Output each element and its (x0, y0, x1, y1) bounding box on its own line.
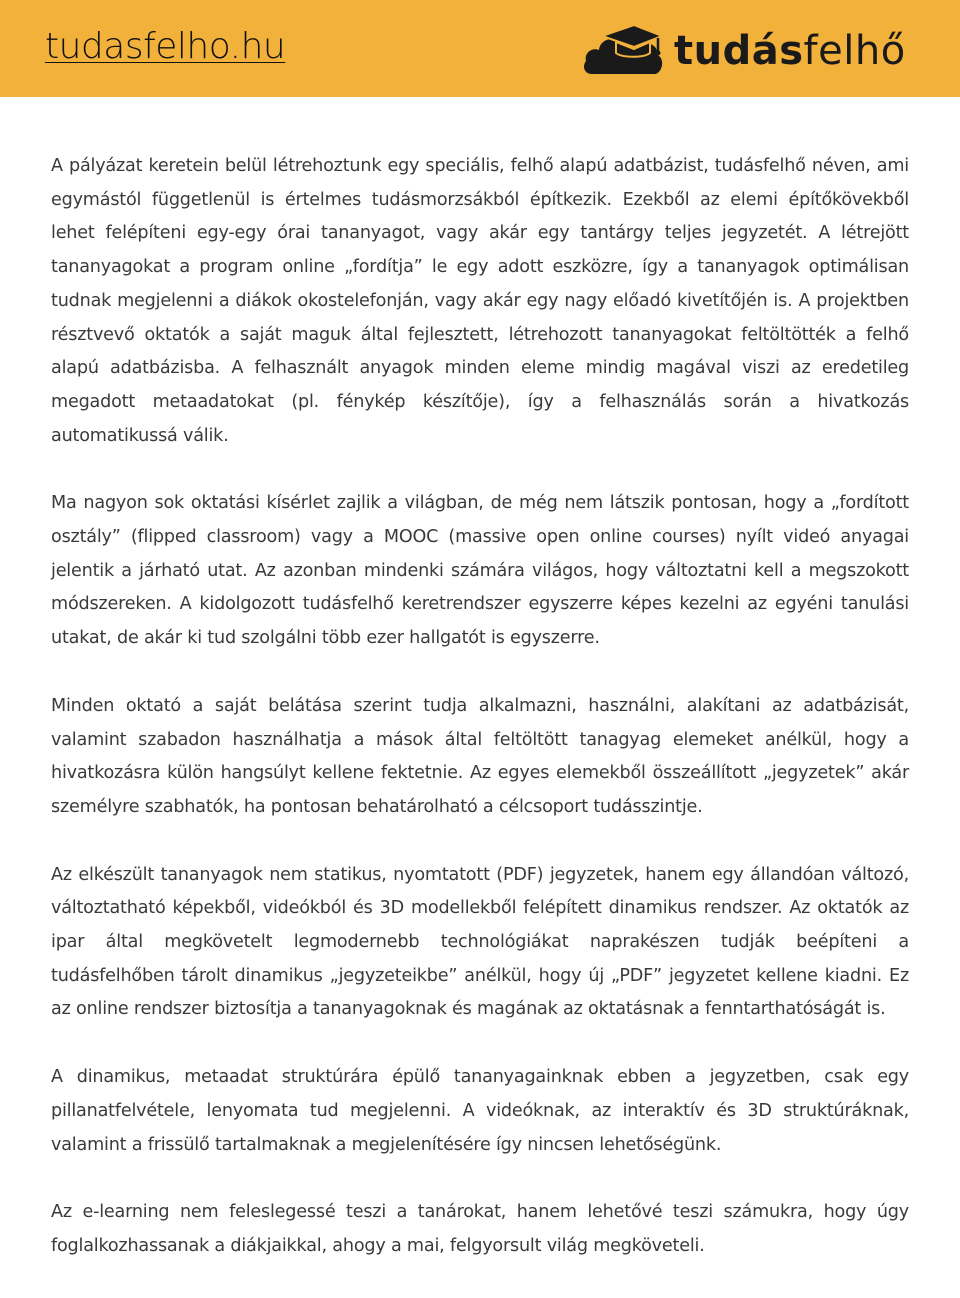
cloud-graduation-cap-icon (582, 22, 664, 80)
paragraph-flipped-classroom: Ma nagyon sok oktatási kísérlet zajlik a világban, de még nem látszik pontosan, hogy a „fordított osztály” (flipped classroom) vagy a MOOC (massive open online courses) nyílt videó anyagai jelentik a járható utat. Az azonban mindenki számára világos, hogy változtatni kell a megszokott módszereken. A kidolgozott tudásfelhő keretrendszer egyszerre képes kezelni az egyéni tanulási utakat, de akár ki tud szolgálni több ezer hallgatót is egyszerre. (51, 493, 909, 649)
document-body (51, 150, 909, 1298)
paragraph-instructor-usage: Minden oktató a saját belátása szerint tudja alkalmazni, használni, alakítani az adatbázisát, valamint szabadon használhatja a mások által feltöltött tanagyag elemeket anélkül, hogy a hivatkozásra külön hangsúlyt kellene fektetnie. Az egyes elemekből összeállított „jegyzetek” akár személyre szabhatók, ha pontosan behatárolható a célcsoport tudásszintje. (51, 695, 909, 817)
paragraph-intro: A pályázat keretein belül létrehoztunk egy speciális, felhő alapú adatbázist, tudásfelhő néven, ami egymástól függetlenül is értelmes tudásmorzsákból építkezik. Ezekből az elemi építőkövekből lehet felépíteni egy-egy órai tananyagot, vagy akár egy tantárgy teljes jegyzetét. A létrejött tananyagokat a program online „fordítja” le egy adott eszközre, így a tananyagok optimálisan tudnak megjelenni a diákok okostelefonján, vagy akár egy nagy előadó kivetítőjén is. A projektben résztvevő oktatók a saját maguk által fejlesztett, létrehozott tananyagokat feltöltötték a felhő alapú adatbázisba. A felhasznált anyagok minden eleme mindig magával viszi az eredetileg megadott metaadatokat (pl. fénykép készítője), így a felhasználás során a hivatkozás automatikussá válik. (51, 156, 909, 446)
header-bar (0, 0, 960, 97)
paragraph-elearning: Az e-learning nem feleslegessé teszi a tanárokat, hanem lehetővé teszi számukra, hogy úgy foglalkozhassanak a diákjaikkal, ahogy a mai, felgyorsult világ megköveteli. (51, 1202, 909, 1256)
site-link[interactable]: tudasfelho.hu (45, 26, 286, 67)
paragraph-dynamic-materials: Az elkészült tananyagok nem statikus, nyomtatott (PDF) jegyzetek, hanem egy állandóan változó, változtatható képekből, videókból és 3D modellekből felépített dinamikus rendszer. Az oktatók az ipar által megkövetelt legmodernebb technológiákat naprakészen tudják beépíteni a tudásfelhőben tárolt dinamikus „jegyzeteikbe” anélkül, hogy új „PDF” jegyzetet kellene kiadni. Ez az online rendszer biztosítja a tananyagoknak és magának az oktatásnak a fenntarthatóságát is. (51, 864, 909, 1020)
paragraph-metadata-structure: A dinamikus, metaadat struktúrára épülő tananyagainknak ebben a jegyzetben, csak egy pillanatfelvétele, lenyomata tud megjelenni. A videóknak, az interaktív és 3D struktúráknak, valamint a frissülő tartalmaknak a megjelenítésére így nincsen lehetőségünk. (51, 1067, 909, 1155)
logo-text-bold: tudás (674, 28, 804, 74)
logo-text-light: felhő (803, 28, 906, 74)
logo-text (674, 28, 906, 74)
logo[interactable] (582, 20, 922, 82)
